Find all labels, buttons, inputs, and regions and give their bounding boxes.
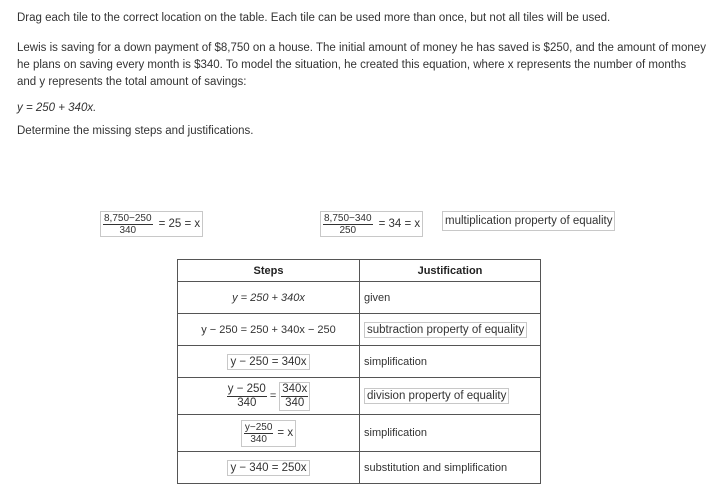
placed-tile-step[interactable]: y − 340 = 250x [227,460,309,476]
placed-tile-division[interactable]: division property of equality [364,388,509,404]
equation-text: y = 250 + 340x. [17,102,97,114]
justification-cell: given [360,282,541,314]
placed-tile-subtraction[interactable]: subtraction property of equality [364,322,527,338]
table-row [178,346,541,378]
step-fraction [244,422,274,445]
instructions-text: Drag each tile to the correct location on the table. Each tile can be used more than once, but not all tiles will be used. [17,12,611,24]
table-header-row [178,260,541,282]
placed-tile-fraction-step[interactable] [241,420,296,447]
header-steps: Steps [178,260,360,282]
right-denominator: 340 [285,396,305,409]
equals-sign: = [269,390,277,402]
placed-tile-step[interactable]: y − 250 = 340x [227,354,309,370]
right-fraction [281,383,308,410]
tile1-rest: = 25 = x [158,218,201,230]
step-denominator: 340 [250,433,267,445]
table-row [178,282,541,314]
justification-cell: substitution and simplification [360,452,541,484]
justification-cell: simplification [360,415,541,452]
tile2-numerator: 8,750−340 [324,212,372,224]
left-numerator: y − 250 [227,382,266,395]
tile2-rest: = 34 = x [378,218,421,230]
determine-text: Determine the missing steps and justifications. [17,125,254,137]
table-row [178,378,541,415]
step-cell: y = 250 + 340x [178,282,360,314]
justification-cell: simplification [360,346,541,378]
division-step [227,382,310,411]
tile2-denominator: 250 [339,224,357,236]
header-justification: Justification [360,260,541,282]
tile-fraction-25[interactable] [100,211,203,237]
step-dropzone[interactable] [178,378,360,415]
table-row [178,314,541,346]
justification-dropzone[interactable] [360,314,541,346]
step-rest: = x [277,427,294,439]
left-denominator: 340 [237,396,257,409]
step-dropzone[interactable] [178,415,360,452]
step-dropzone[interactable] [178,346,360,378]
step-cell: y − 250 = 250 + 340x − 250 [178,314,360,346]
step-numerator: y−250 [244,421,273,433]
tile1-numerator: 8,750−250 [104,212,152,224]
tile-fraction-34[interactable] [320,211,423,237]
tile2-fraction [323,213,373,236]
left-fraction [227,383,267,410]
tile1-denominator: 340 [119,224,137,236]
tile1-fraction [103,213,153,236]
problem-text: Lewis is saving for a down payment of $8,750 on a house. The initial amount of money he has saved is $250, and the amount of money he plans on saving every month is $340. To model the situation, he created this equation, where x represents the number of months and y represents the total amount of savings: [17,42,706,88]
justification-dropzone[interactable] [360,378,541,415]
right-numerator: 340x [282,382,308,395]
placed-tile-right-fraction[interactable] [279,382,310,411]
table-row [178,415,541,452]
steps-table [177,259,541,484]
table-row [178,452,541,484]
tile-multiplication-property[interactable]: multiplication property of equality [442,211,615,231]
step-dropzone[interactable] [178,452,360,484]
